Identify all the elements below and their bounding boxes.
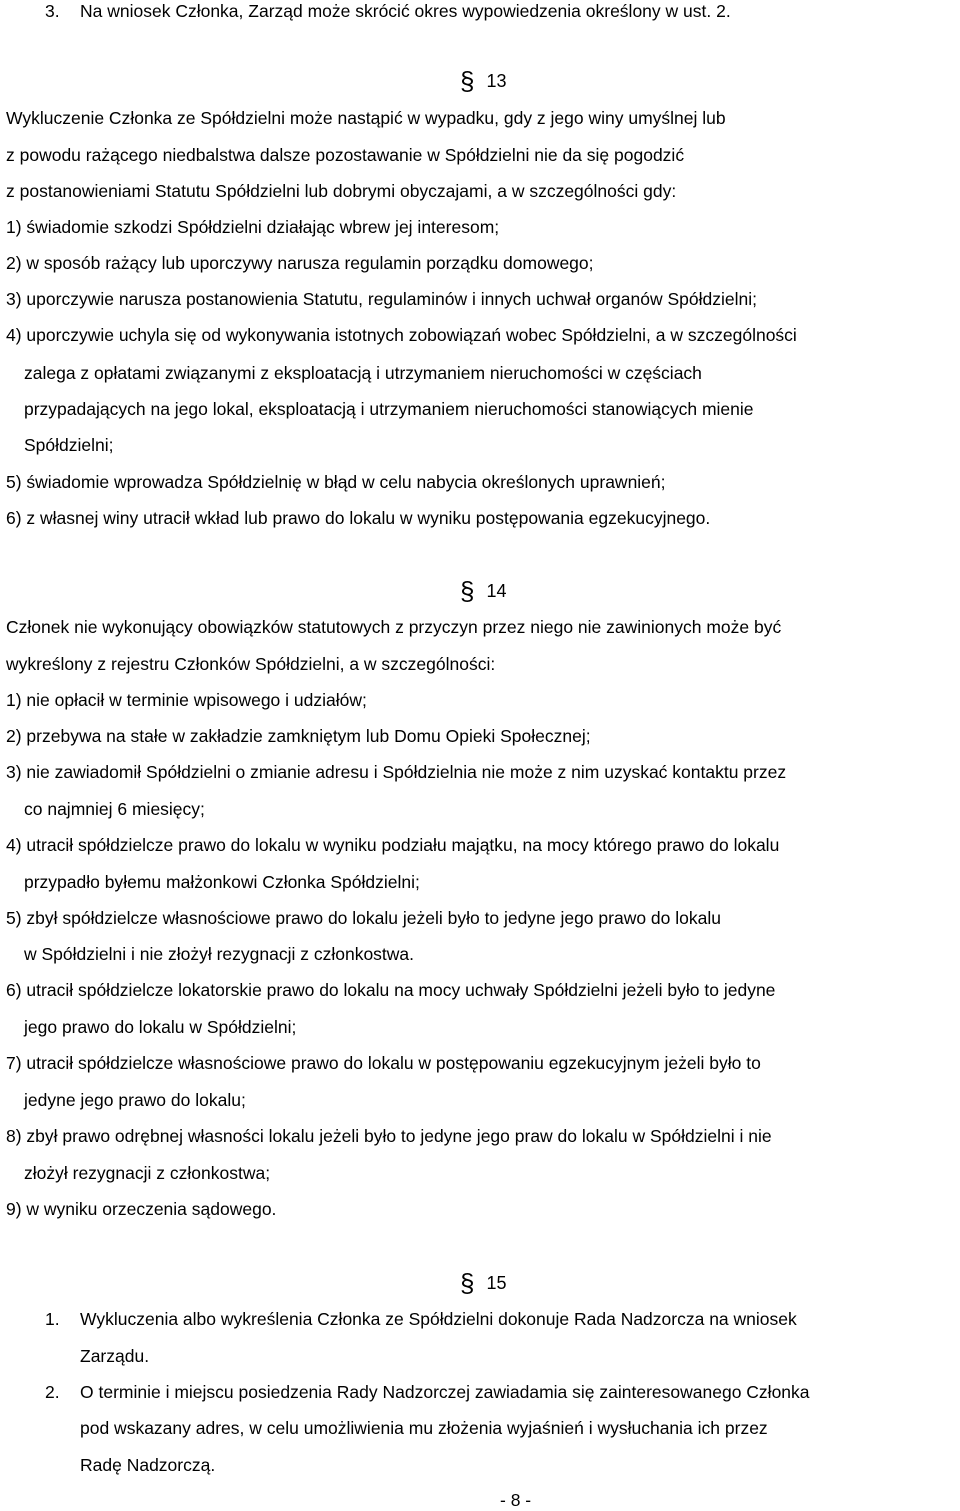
section-heading-15 — [460, 1270, 507, 1296]
list-item: O terminie i miejscu posiedzenia Rady Nadzorczej zawiadamia się zainteresowanego Członka — [80, 1382, 810, 1402]
list-item: 5) świadomie wprowadza Spółdzielnię w błąd w celu nabycia określonych uprawnień; — [6, 472, 666, 492]
list-item: 6) utracił spółdzielcze lokatorskie prawo do lokalu na mocy uchwały Spółdzielni jeżeli było to jedyne — [6, 980, 776, 1000]
section-symbol: § — [460, 1268, 475, 1298]
section-symbol: § — [460, 576, 475, 606]
list-item: 1) świadomie szkodzi Spółdzielni działając wbrew jej interesom; — [6, 217, 500, 237]
list-item-number: 1. — [45, 1309, 60, 1329]
list-item-number: 3. — [45, 1, 60, 21]
list-item-continuation: pod wskazany adres, w celu umożliwienia mu złożenia wyjaśnień i wysłuchania ich przez — [80, 1418, 768, 1438]
list-item-continuation: zalega z opłatami związanymi z eksploatacją i utrzymaniem nieruchomości w częściach — [24, 363, 702, 383]
page-number: - 8 - — [500, 1490, 532, 1510]
list-item: Wykluczenia albo wykreślenia Członka ze Spółdzielni dokonuje Rada Nadzorcza na wniosek — [80, 1309, 797, 1329]
list-item-continuation: Spółdzielni; — [24, 435, 114, 455]
list-item-continuation: przypadających na jego lokal, eksploatacją i utrzymaniem nieruchomości stanowiących mienie — [24, 399, 754, 419]
list-item: 2) w sposób rażący lub uporczywy narusza regulamin porządku domowego; — [6, 253, 594, 273]
list-item-continuation: jego prawo do lokalu w Spółdzielni; — [24, 1017, 297, 1037]
list-item-text: Na wniosek Członka, Zarząd może skrócić okres wypowiedzenia określony w ust. 2. — [80, 1, 731, 21]
list-item: 1) nie opłacił w terminie wpisowego i udziałów; — [6, 690, 367, 710]
section-number: 14 — [486, 581, 507, 601]
list-item: 8) zbył prawo odrębnej własności lokalu jeżeli było to jedyne jego praw do lokalu w Spółdzielni i nie — [6, 1126, 772, 1146]
list-item: 5) zbył spółdzielcze własnościowe prawo do lokalu jeżeli było to jedyne jego prawo do lokalu — [6, 908, 721, 928]
list-item-continuation: jedyne jego prawo do lokalu; — [24, 1090, 246, 1110]
list-item: 4) uporczywie uchyla się od wykonywania istotnych zobowiązań wobec Spółdzielni, a w szczególności — [6, 325, 797, 345]
section-heading-13 — [460, 68, 507, 94]
list-item-continuation: złożył rezygnacji z członkostwa; — [24, 1163, 271, 1183]
list-item: 2) przebywa na stałe w zakładzie zamkniętym lub Domu Opieki Społecznej; — [6, 726, 591, 746]
list-item: 7) utracił spółdzielcze własnościowe prawo do lokalu w postępowaniu egzekucyjnym jeżeli było to — [6, 1053, 761, 1073]
paragraph-line: wykreślony z rejestru Członków Spółdzielni, a w szczególności: — [6, 654, 496, 674]
section-number: 15 — [486, 1273, 507, 1293]
list-item-continuation: Radę Nadzorczą. — [80, 1455, 216, 1475]
list-item: 9) w wyniku orzeczenia sądowego. — [6, 1199, 277, 1219]
section-number: 13 — [486, 71, 507, 91]
list-item-number: 2. — [45, 1382, 60, 1402]
paragraph-line: z postanowieniami Statutu Spółdzielni lub dobrymi obyczajami, a w szczególności gdy: — [6, 181, 677, 201]
list-item: 3) uporczywie narusza postanowienia Statutu, regulaminów i innych uchwał organów Spółdzielni; — [6, 289, 757, 309]
list-item: 4) utracił spółdzielcze prawo do lokalu w wyniku podziału majątku, na mocy którego prawo do lokalu — [6, 835, 780, 855]
list-item: 6) z własnej winy utracił wkład lub prawo do lokalu w wyniku postępowania egzekucyjnego. — [6, 508, 711, 528]
section-heading-14 — [460, 578, 507, 604]
list-item-continuation: Zarządu. — [80, 1346, 150, 1366]
paragraph-line: z powodu rażącego niedbalstwa dalsze pozostawanie w Spółdzielni nie da się pogodzić — [6, 145, 685, 165]
list-item-continuation: co najmniej 6 miesięcy; — [24, 799, 205, 819]
list-item-continuation: w Spółdzielni i nie złożył rezygnacji z członkostwa. — [24, 944, 415, 964]
list-item: 3) nie zawiadomił Spółdzielni o zmianie adresu i Spółdzielnia nie może z nim uzyskać kontaktu przez — [6, 762, 787, 782]
list-item-continuation: przypadło byłemu małżonkowi Członka Spółdzielni; — [24, 872, 420, 892]
paragraph-line: Wykluczenie Członka ze Spółdzielni może nastąpić w wypadku, gdy z jego winy umyślnej lub — [6, 108, 726, 128]
section-symbol: § — [460, 66, 475, 96]
paragraph-line: Członek nie wykonujący obowiązków statutowych z przyczyn przez niego nie zawinionych może być — [6, 617, 782, 637]
